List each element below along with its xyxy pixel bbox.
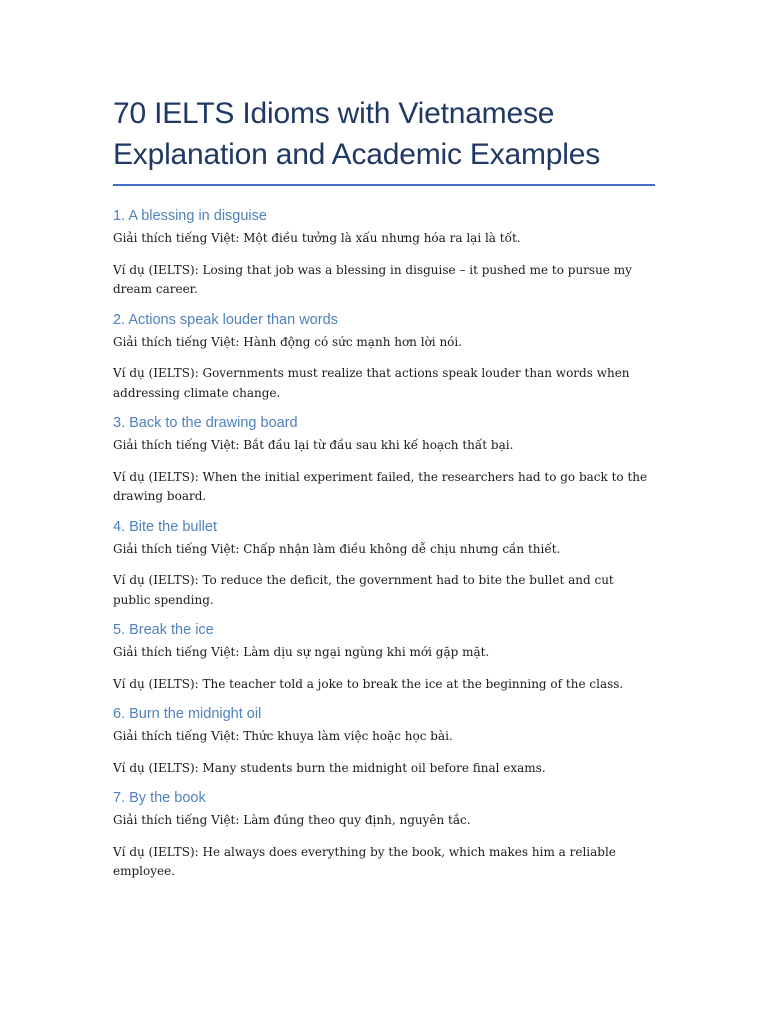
idiom-example: Ví dụ (IELTS): Losing that job was a blessing in disguise – it pushed me to pursue my dream career. bbox=[113, 262, 632, 296]
idiom-entry bbox=[113, 310, 655, 404]
idiom-example: Ví dụ (IELTS): He always does everything by the book, which makes him a reliable employee. bbox=[113, 844, 616, 878]
idiom-list bbox=[113, 206, 655, 882]
idiom-entry bbox=[113, 517, 655, 611]
document-title: 70 IELTS Idioms with Vietnamese Explanation and Academic Examples bbox=[113, 97, 601, 171]
idiom-heading: 4. Bite the bullet bbox=[113, 518, 217, 535]
document-page bbox=[113, 93, 655, 892]
idiom-heading: 5. Break the ice bbox=[113, 622, 214, 638]
idiom-explanation: Giải thích tiếng Việt: Làm dịu sự ngại ngùng khi mới gặp mặt. bbox=[113, 645, 490, 659]
idiom-heading: 3. Back to the drawing board bbox=[113, 415, 298, 431]
idiom-explanation: Giải thích tiếng Việt: Bắt đầu lại từ đầu sau khi kế hoạch thất bại. bbox=[113, 438, 514, 452]
idiom-entry bbox=[113, 620, 655, 694]
idiom-example: Ví dụ (IELTS): To reduce the deficit, the government had to bite the bullet and cut public spending. bbox=[113, 573, 614, 607]
idiom-entry bbox=[113, 788, 655, 882]
idiom-heading: 6. Burn the midnight oil bbox=[113, 706, 262, 722]
idiom-explanation: Giải thích tiếng Việt: Một điều tưởng là xấu nhưng hóa ra lại là tốt. bbox=[113, 231, 521, 245]
idiom-example: Ví dụ (IELTS): When the initial experiment failed, the researchers had to go back to the drawing board. bbox=[113, 469, 648, 503]
idiom-heading: 2. Actions speak louder than words bbox=[113, 311, 338, 328]
idiom-explanation: Giải thích tiếng Việt: Làm đúng theo quy định, nguyên tắc. bbox=[113, 813, 471, 827]
idiom-example: Ví dụ (IELTS): Governments must realize that actions speak louder than words when addressing climate change. bbox=[113, 366, 630, 400]
idiom-explanation: Giải thích tiếng Việt: Chấp nhận làm điều không dễ chịu nhưng cần thiết. bbox=[113, 541, 561, 556]
idiom-heading: 7. By the book bbox=[113, 790, 206, 806]
idiom-entry bbox=[113, 704, 655, 778]
idiom-example: Ví dụ (IELTS): Many students burn the midnight oil before final exams. bbox=[113, 760, 546, 775]
idiom-explanation: Giải thích tiếng Việt: Hành động có sức mạnh hơn lời nói. bbox=[113, 334, 463, 349]
idiom-example: Ví dụ (IELTS): The teacher told a joke to break the ice at the beginning of the class. bbox=[113, 676, 624, 691]
title-divider bbox=[113, 184, 655, 186]
idiom-entry bbox=[113, 413, 655, 507]
idiom-heading: 1. A blessing in disguise bbox=[113, 208, 267, 224]
idiom-explanation: Giải thích tiếng Việt: Thức khuya làm việc hoặc học bài. bbox=[113, 729, 453, 743]
idiom-entry bbox=[113, 206, 655, 300]
